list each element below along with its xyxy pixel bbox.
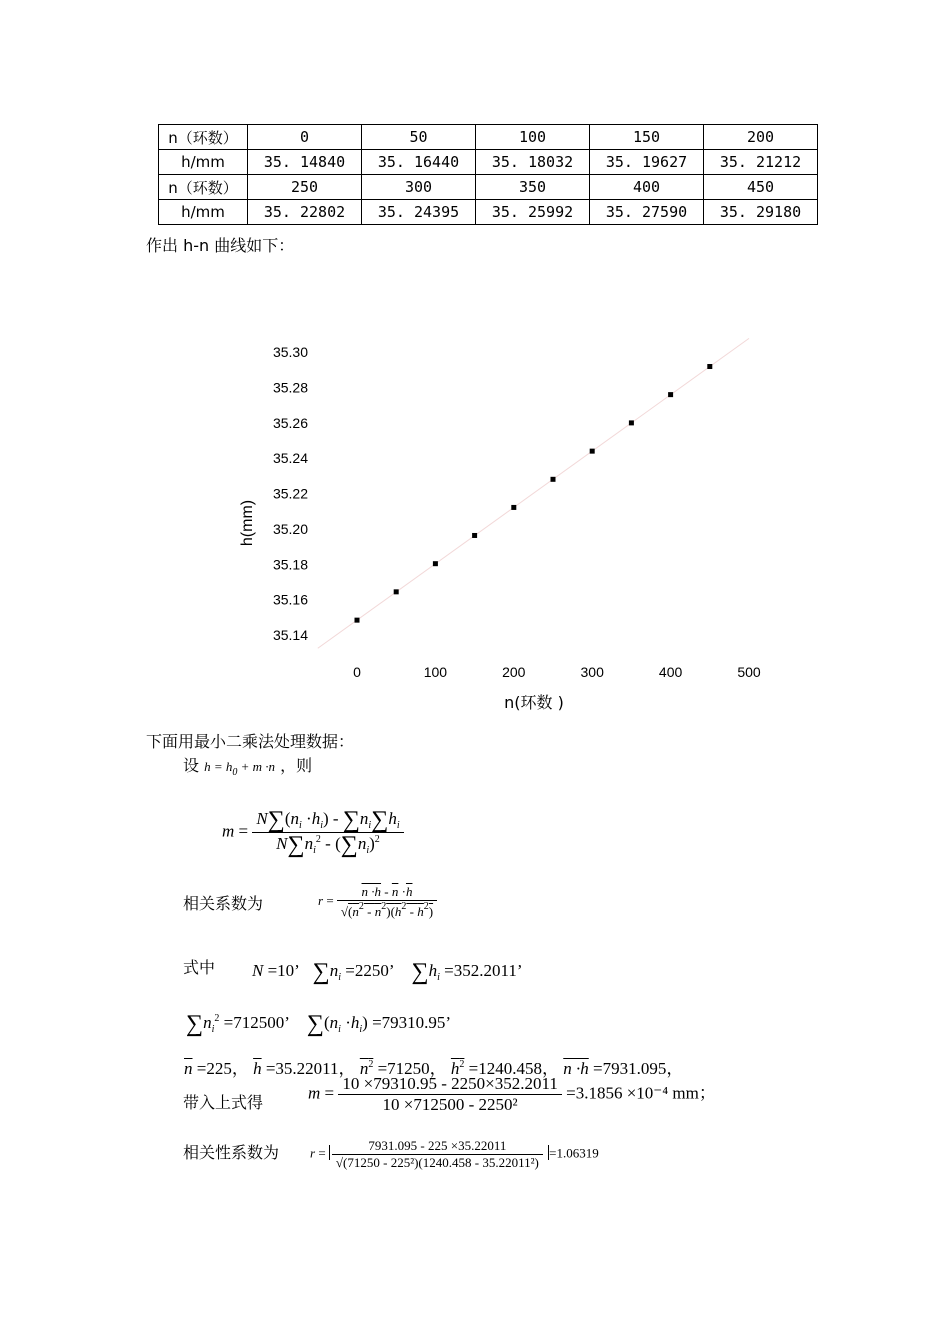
x-tick-label: 0	[353, 664, 361, 680]
data-point	[668, 392, 673, 397]
data-point	[590, 449, 595, 454]
corr-formula: r = $\frac{n \cdot h - \overline{n} \cdot\overline{h}}{√(n^2 - n^2)(h^2 - h^2)}$	[318, 884, 437, 920]
y-tick-label: 35.16	[272, 591, 308, 608]
x-tick-label: 500	[737, 664, 761, 680]
x-tick-label: 100	[423, 664, 448, 680]
table-cell: 35. 19627	[590, 150, 704, 175]
row-header-cell: n（环数）	[159, 175, 248, 200]
r-numerator: 7931.095 - 225 ×35.22011	[332, 1138, 543, 1155]
model-formula: $h = h_0 + m \cdot n$	[204, 759, 276, 778]
m-numerator: 10 ×79310.95 - 2250×352.2011	[338, 1074, 561, 1095]
x-axis-label: n(环数 )	[504, 693, 564, 712]
table-cell: 250	[248, 175, 362, 200]
y-tick-label: 35.28	[272, 379, 308, 396]
corr-label: 相关系数为	[183, 894, 264, 913]
data-point	[472, 533, 477, 538]
table-cell: 35. 18032	[476, 150, 590, 175]
y-tick-label: 35.14	[272, 627, 308, 643]
data-point	[433, 561, 438, 566]
table-cell: 300	[362, 175, 476, 200]
table-cell: 50	[362, 125, 476, 150]
data-point	[355, 618, 360, 623]
data-point	[551, 477, 556, 482]
table-cell: 35. 24395	[362, 200, 476, 225]
table-cell: 35. 29180	[704, 200, 818, 225]
fit-line	[318, 338, 749, 648]
row-header-cell: h/mm	[159, 200, 248, 225]
table-cell: 400	[590, 175, 704, 200]
table-cell: 200	[704, 125, 818, 150]
slope-formula: m = $\frac{N\sum(n_i \cdot h_i) - \sum n_i\sum h_i}{N\sum n_i^2 - (\sum n_i)^2}$	[222, 808, 404, 857]
r-result: 1.06319	[556, 1145, 599, 1161]
y-tick-label: 35.30	[272, 344, 308, 360]
table-row	[159, 125, 818, 150]
sums-line-2: $\sum n_i^2 =712500$’ $\sum(n_i \cdot h_i) =79310.95$’	[186, 1011, 452, 1037]
y-tick-label: 35.22	[272, 485, 308, 502]
table-cell: 35. 21212	[704, 150, 818, 175]
sums-line-1: N =10’ $\sum n_i =2250$’ $\sum h_i =352.2011$’	[252, 959, 523, 985]
data-point	[707, 364, 712, 369]
data-point	[629, 420, 634, 425]
table-cell: 0	[248, 125, 362, 150]
table-row	[159, 175, 818, 200]
table-cell: 100	[476, 125, 590, 150]
row-header-cell: h/mm	[159, 150, 248, 175]
row-header-cell: n（环数）	[159, 125, 248, 150]
x-tick-label: 400	[658, 664, 683, 680]
h-n-scatter-chart	[230, 330, 790, 730]
set-label: 设	[183, 756, 200, 775]
m-result-formula: m = $\frac{10 \times 79310.95 - 2250\times 352.2011}{\text{10 ×712500 - 2250²}}$ =3.1856 ×10⁻⁴ mm；	[308, 1074, 716, 1114]
table-cell: 150	[590, 125, 704, 150]
corr-result-label: 相关性系数为	[183, 1143, 280, 1162]
x-tick-label: 200	[502, 664, 526, 680]
x-tick-label: 300	[580, 664, 604, 680]
then-label: ，则	[280, 756, 313, 775]
model-line	[183, 753, 312, 778]
data-point	[511, 505, 516, 510]
means-line: $\overline{n} =225$， $\overline{h} =35.22011$， $n^2 =71250$， $h^2 =1240.458$， n ·h =7931.095，	[184, 1059, 684, 1078]
m-result: 3.1856 ×10⁻⁴ mm	[575, 1083, 699, 1103]
table-cell: 350	[476, 175, 590, 200]
table-cell: 35. 25992	[476, 200, 590, 225]
table-cell: 35. 14840	[248, 150, 362, 175]
where-label: 式中	[183, 958, 216, 977]
table-cell: 35. 22802	[248, 200, 362, 225]
table-cell: 450	[704, 175, 818, 200]
y-tick-label: 35.24	[272, 450, 308, 467]
y-axis-label: h(mm)	[239, 499, 256, 547]
substitute-label: 带入上式得	[183, 1093, 264, 1112]
y-tick-label: 35.18	[272, 556, 308, 573]
y-tick-label: 35.26	[272, 414, 308, 431]
lsq-intro: 下面用最小二乘法处理数据：	[146, 732, 355, 751]
table-row	[159, 200, 818, 225]
plot-intro: 作出 h-n 曲线如下：	[146, 236, 295, 255]
data-point	[394, 589, 399, 594]
y-tick-label: 35.20	[272, 520, 308, 537]
table-cell: 35. 27590	[590, 200, 704, 225]
m-denominator: 10 ×712500 - 2250²	[382, 1095, 518, 1114]
r-result-formula: r = $\frac{7931.095 - 225 \times 35.22011}{\text{√(71250 - 225²)(1240.458 - 35.22011²)}}$ =1.06319	[310, 1138, 599, 1170]
table-row	[159, 150, 818, 175]
data-table	[158, 124, 818, 225]
r-denominator: (71250 - 225²)(1240.458 - 35.22011²)	[343, 1155, 539, 1170]
table-cell: 35. 16440	[362, 150, 476, 175]
